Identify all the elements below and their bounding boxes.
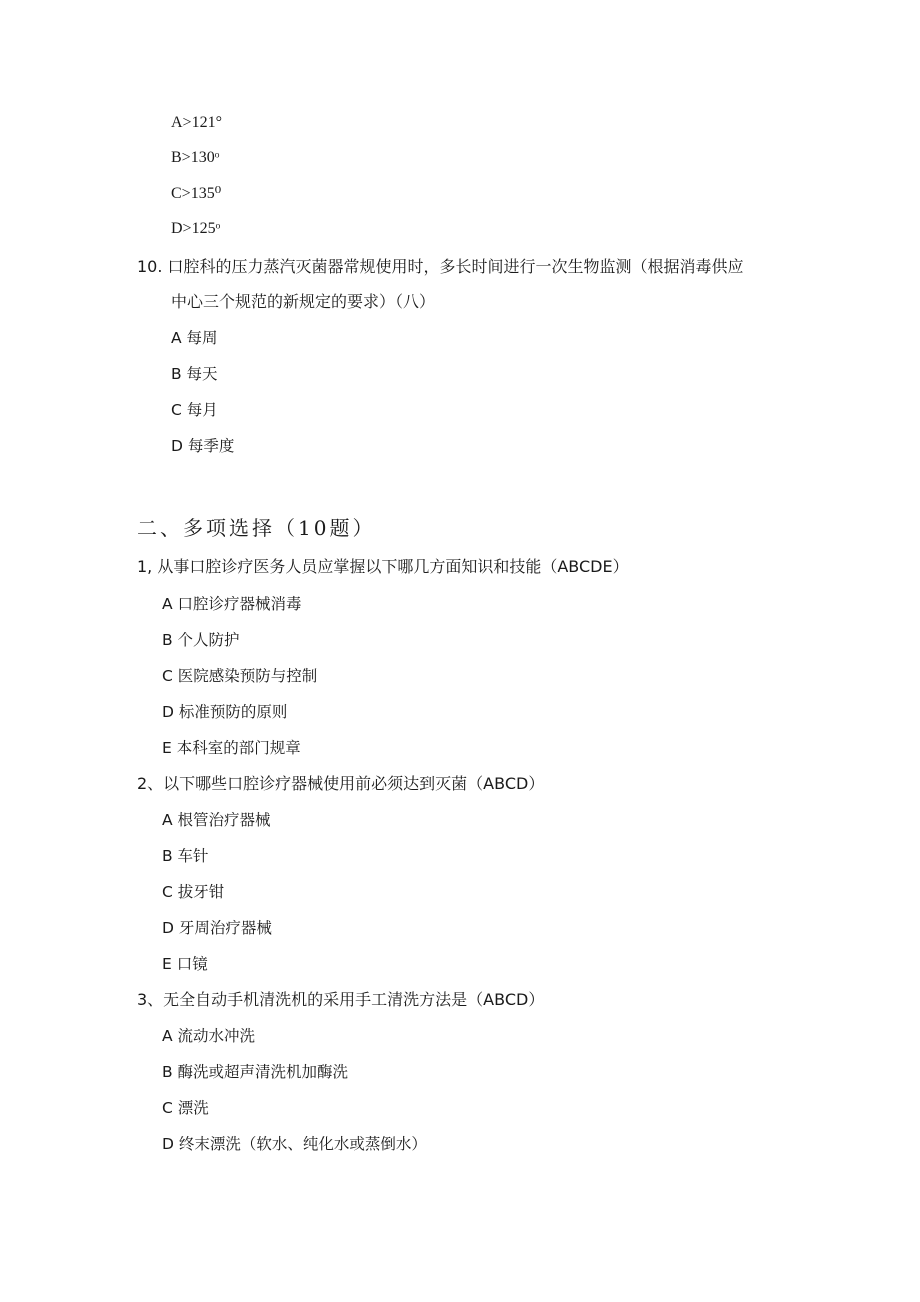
m3-option-d: D 终末漂洗（软水、纯化水或蒸倒水） <box>162 1135 427 1153</box>
m1-stem: 1, 从事口腔诊疗医务人员应掌握以下哪几方面知识和技能（ABCDE） <box>137 557 629 576</box>
m1-option-a: A 口腔诊疗器械消毒 <box>162 595 302 613</box>
m1-option-e: E 本科室的部门规章 <box>162 739 301 757</box>
q10-option-a: A 每周 <box>171 329 218 347</box>
q9-option-a: A>121° <box>171 114 222 131</box>
m1-option-c: C 医院感染预防与控制 <box>162 667 318 685</box>
m2-option-c: C 拔牙钳 <box>162 883 225 901</box>
q9-option-c: C>135⁰ <box>171 185 222 202</box>
m1-option-b: B 个人防护 <box>162 631 240 649</box>
m2-option-d: D 牙周治疗器械 <box>162 919 272 937</box>
m1-option-d: D 标准预防的原则 <box>162 703 288 721</box>
section-heading: 二、多项选择（10题） <box>137 516 376 540</box>
m2-option-e: E 口镜 <box>162 955 208 973</box>
m2-option-b: B 车针 <box>162 847 209 865</box>
m3-option-a: A 流动水冲洗 <box>162 1027 256 1045</box>
m3-option-b: B 酶洗或超声清洗机加酶洗 <box>162 1063 349 1081</box>
q10-stem-line1: 10. 口腔科的压力蒸汽灭菌器常规使用时，多长时间进行一次生物监测（根据消毒供应 <box>137 257 744 276</box>
q10-option-d: D 每季度 <box>171 437 235 455</box>
q10-stem-line2: 中心三个规范的新规定的要求）（八） <box>171 292 436 311</box>
m3-stem: 3、无全自动手机清洗机的采用手工清洗方法是（ABCD） <box>137 990 545 1009</box>
q10-option-c: C 每月 <box>171 401 218 419</box>
m3-option-c: C 漂洗 <box>162 1099 209 1117</box>
m2-option-a: A 根管治疗器械 <box>162 811 271 829</box>
q9-option-b: B>130ᵒ <box>171 149 220 166</box>
q10-option-b: B 每天 <box>171 365 218 383</box>
m2-stem: 2、以下哪些口腔诊疗器械使用前必须达到灭菌（ABCD） <box>137 774 545 793</box>
q9-option-d: D>125ᵒ <box>171 220 221 237</box>
